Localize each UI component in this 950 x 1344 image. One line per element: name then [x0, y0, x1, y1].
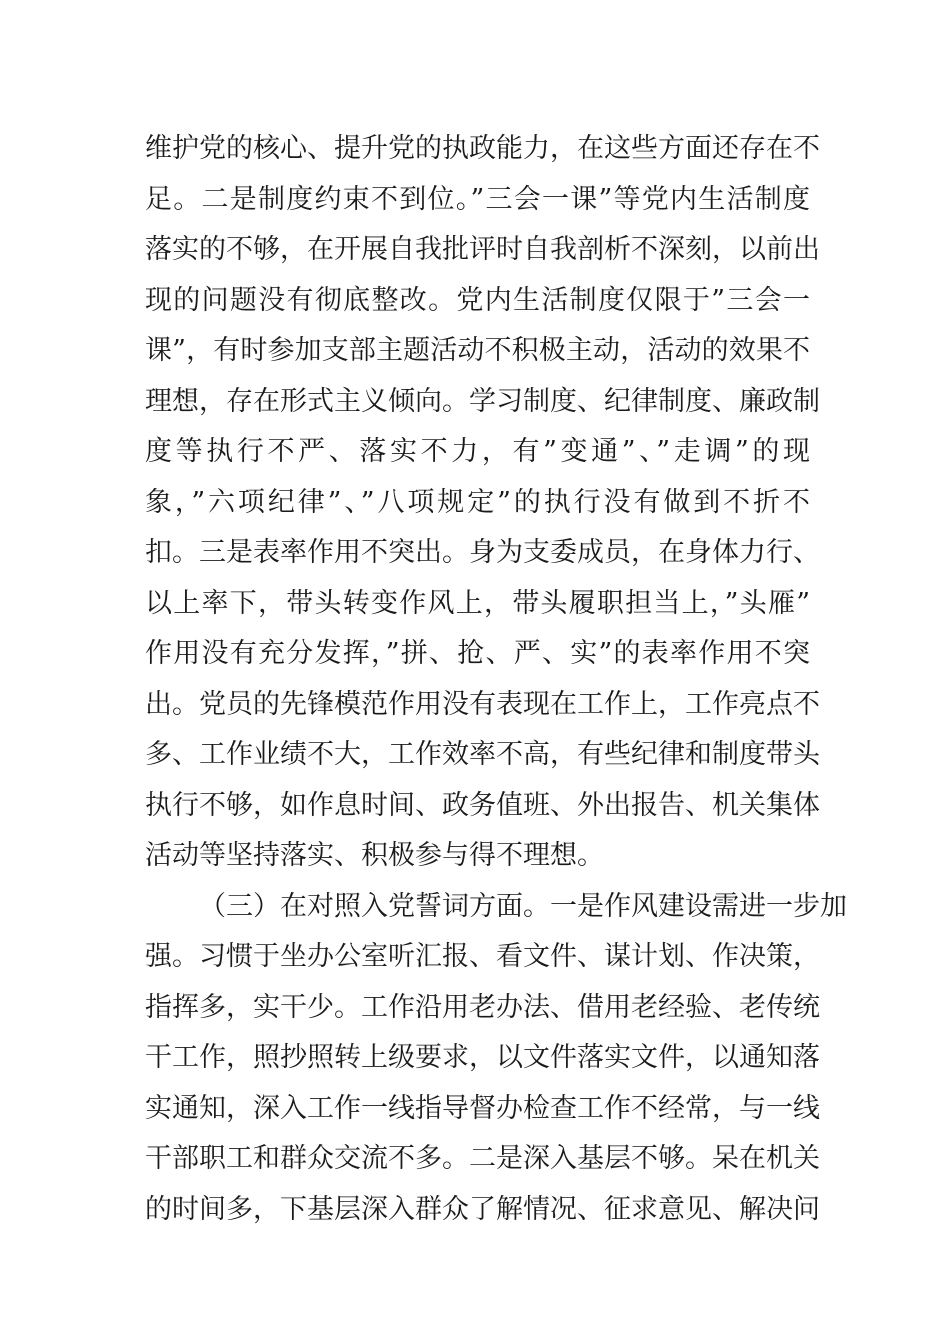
text-line: 现的问题没有彻底整改。党内生活制度仅限于”三会一 — [145, 284, 810, 316]
text-line: 理想，存在形式主义倾向。学习制度、纪律制度、廉政制 — [145, 385, 820, 417]
text-line: 扣。三是表率作用不突出。身为支委成员，在身体力行、 — [145, 537, 820, 568]
text-line: 指挥多，实干少。工作沿用老办法、借用老经验、老传统 — [145, 991, 820, 1023]
text-line: 强。习惯于坐办公室听汇报、看文件、谋计划、作决策， — [145, 941, 820, 972]
text-line: 课”，有时参加支部主题活动不积极主动，活动的效果不 — [145, 335, 810, 366]
text-line: 维护党的核心、提升党的执政能力，在这些方面还存在不 — [145, 133, 820, 164]
text-line: 多、工作业绩不大，工作效率不高，有些纪律和制度带头 — [145, 739, 820, 770]
text-line: 干部职工和群众交流不多。二是深入基层不够。呆在机关 — [145, 1143, 820, 1174]
text-line: 干工作，照抄照转上级要求，以文件落实文件，以通知落 — [145, 1042, 820, 1073]
text-line: 度等执行不严、落实不力，有”变通”、”走调”的现 — [145, 436, 810, 467]
text-line: 出。党员的先锋模范作用没有表现在工作上，工作亮点不 — [145, 688, 820, 720]
text-line: 落实的不够，在开展自我批评时自我剖析不深刻，以前出 — [145, 234, 820, 265]
paragraph-end-line: 活动等坚持落实、积极参与得不理想。 — [145, 840, 604, 871]
text-line: 执行不够，如作息时间、政务值班、外出报告、机关集体 — [145, 789, 820, 821]
text-line: 的时间多，下基层深入群众了解情况、征求意见、解决问 — [145, 1193, 820, 1225]
text-line: 作用没有充分发挥，”拼、抢、严、实”的表率作用不突 — [145, 638, 810, 669]
text-line: 以上率下，带头转变作风上，带头履职担当上，”头雁” — [145, 587, 810, 619]
text-line: 实通知，深入工作一线指导督办检查工作不经常，与一线 — [145, 1092, 820, 1124]
section-heading-line: （三）在对照入党誓词方面。一是作风建设需进一步加 — [199, 890, 847, 922]
text-line: 象，”六项纪律”、”八项规定”的执行没有做到不折不 — [145, 486, 810, 518]
text-line: 足。二是制度约束不到位。”三会一课”等党内生活制度 — [145, 183, 810, 215]
body-text — [145, 124, 847, 1235]
